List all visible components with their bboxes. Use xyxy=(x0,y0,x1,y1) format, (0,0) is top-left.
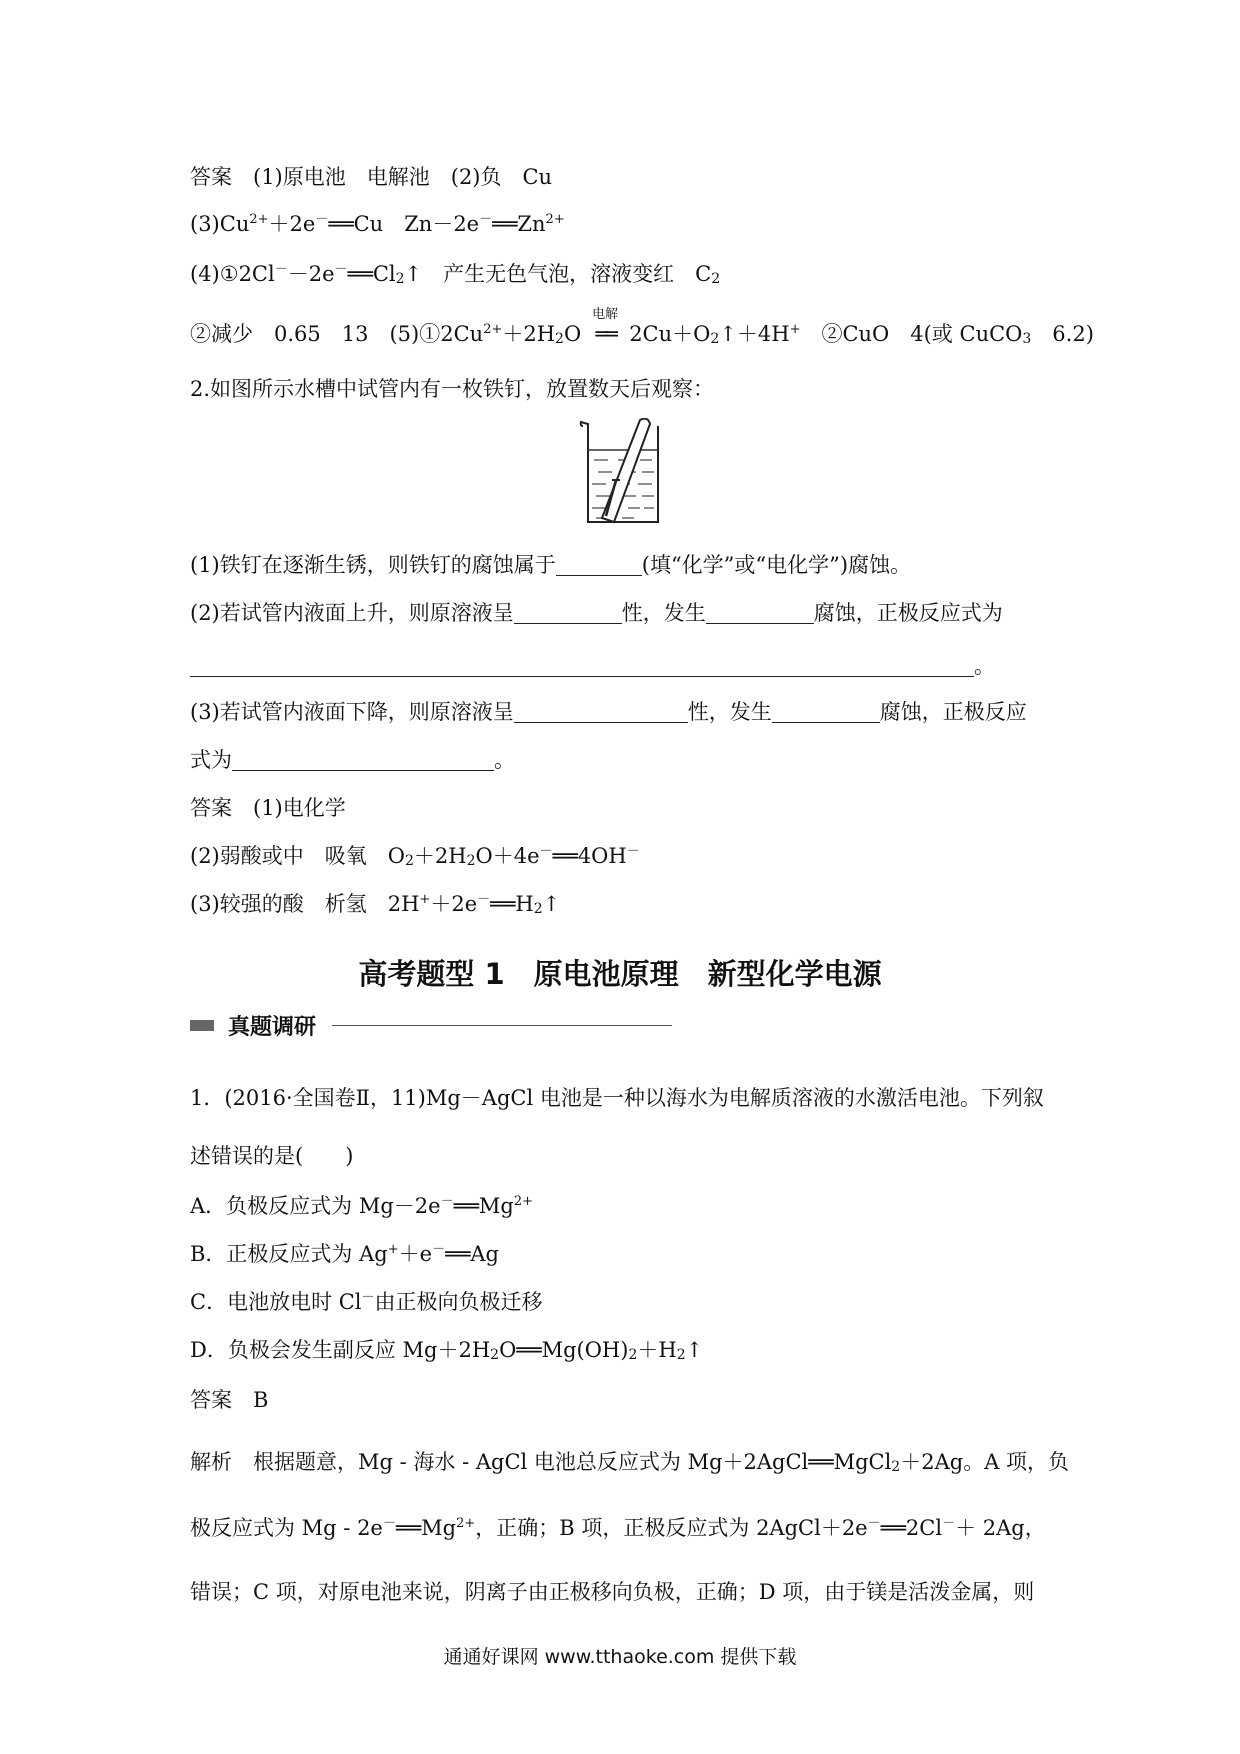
chapter-heading: 高考题型 1 原电池原理 新型化学电源 xyxy=(358,957,882,991)
answer2-line3: (3)较强的酸 析氢 $2H^++2e^-══H_2↑$ xyxy=(190,892,561,917)
section-divider xyxy=(332,1025,672,1026)
beaker-test-tube-figure xyxy=(578,418,674,530)
section-marker-icon xyxy=(190,1020,214,1031)
q2-part3-cont: 式为 。 xyxy=(190,748,515,772)
q2-part2-equation-line: 。 xyxy=(190,656,995,677)
q2-part2: (2)若试管内液面上升，则原溶液呈 性，发生 腐蚀，正极反应式为 xyxy=(190,601,1003,625)
answer2-line2: (2)弱酸或中 吸氧 $O_2+2H_2O+4e^-══4OH^-$ xyxy=(190,844,640,869)
answer-blank[interactable] xyxy=(514,605,622,624)
q1-stem-line2: 述错误的是( ) xyxy=(190,1144,354,1168)
q2-part1: (1)铁钉在逐渐生锈，则铁钉的腐蚀属于 (填“化学”或“电化学”)腐蚀。 xyxy=(190,553,912,577)
answer-blank[interactable] xyxy=(232,752,494,771)
answer-blank[interactable] xyxy=(706,605,814,624)
answer2-line1: 答案 (1)电化学 xyxy=(190,796,346,820)
q1-option-b[interactable]: B．正极反应式为 Ag+＋e－══Ag xyxy=(190,1242,499,1266)
q1-option-c[interactable]: C．电池放电时 Cl－由正极向负极迁移 xyxy=(190,1290,543,1314)
q1-explanation-line2: 极反应式为 Mg - $2e^-══Mg^{2+}$，正确；B 项，正极反应式为 2AgCl＋2e－══2Cl－＋ 2Ag， xyxy=(190,1516,1046,1540)
footer-watermark: 通通好课网 www.tthaoke.com 提供下载 xyxy=(443,1646,797,1668)
q1-answer: 答案 B xyxy=(190,1388,269,1412)
q2-part3: (3)若试管内液面下降，则原溶液呈 性，发生 腐蚀，正极反应 xyxy=(190,700,1027,724)
answer-blank[interactable] xyxy=(556,557,642,576)
q1-option-d[interactable]: D．负极会发生副反应 $Mg+2H_2O══Mg(OH)_2+H_2↑$ xyxy=(190,1338,704,1363)
answer-blank[interactable] xyxy=(190,658,974,677)
section-header xyxy=(190,1010,672,1041)
answer1-line3: $(4)①2Cl^--2e^-══Cl_2↑$ 产生无色气泡，溶液变红 $C_2$ xyxy=(190,262,721,287)
electrolysis-equals-sign: 电解 ══ xyxy=(592,307,619,346)
q2-stem: 2.如图所示水槽中试管内有一枚铁钉，放置数天后观察： xyxy=(190,377,715,401)
q1-explanation-line1: 解析 根据题意，Mg - 海水 - AgCl 电池总反应式为 Mg＋2AgCl══MgCl$_2$＋2Ag。A 项，负 xyxy=(190,1450,1070,1475)
section-title: 真题调研 xyxy=(228,1015,317,1040)
answer1-line1: 答案 (1)原电池 电解池 (2)负 Cu xyxy=(190,165,553,189)
q1-explanation-line3: 错误；C 项，对原电池来说，阴离子由正极移向负极，正确；D 项，由于镁是活泼金属，则 xyxy=(190,1580,1035,1604)
answer-blank[interactable] xyxy=(514,704,688,723)
answer-blank[interactable] xyxy=(772,704,880,723)
q1-option-a[interactable]: A．负极反应式为 $Mg-2e^-══Mg^{2+}$ xyxy=(190,1194,533,1218)
answer1-line2: $(3)Cu^{2+}+2e^-══Cu$ $Zn-2e^-══Zn^{2+}$ xyxy=(190,212,565,236)
q1-stem-line1: 1．(2016·全国卷Ⅱ，11)Mg－AgCl 电池是一种以海水为电解质溶液的水激活电池。下列叙 xyxy=(190,1086,1044,1110)
answer1-line4: ②减少 0.65 13 $(5)①2Cu^{2+}+2H_2O$ 电解 ══ $2Cu+O_2↑+4H^+$ ②CuO 4(或 CuCO$_3$ 6.2) xyxy=(190,307,1094,347)
